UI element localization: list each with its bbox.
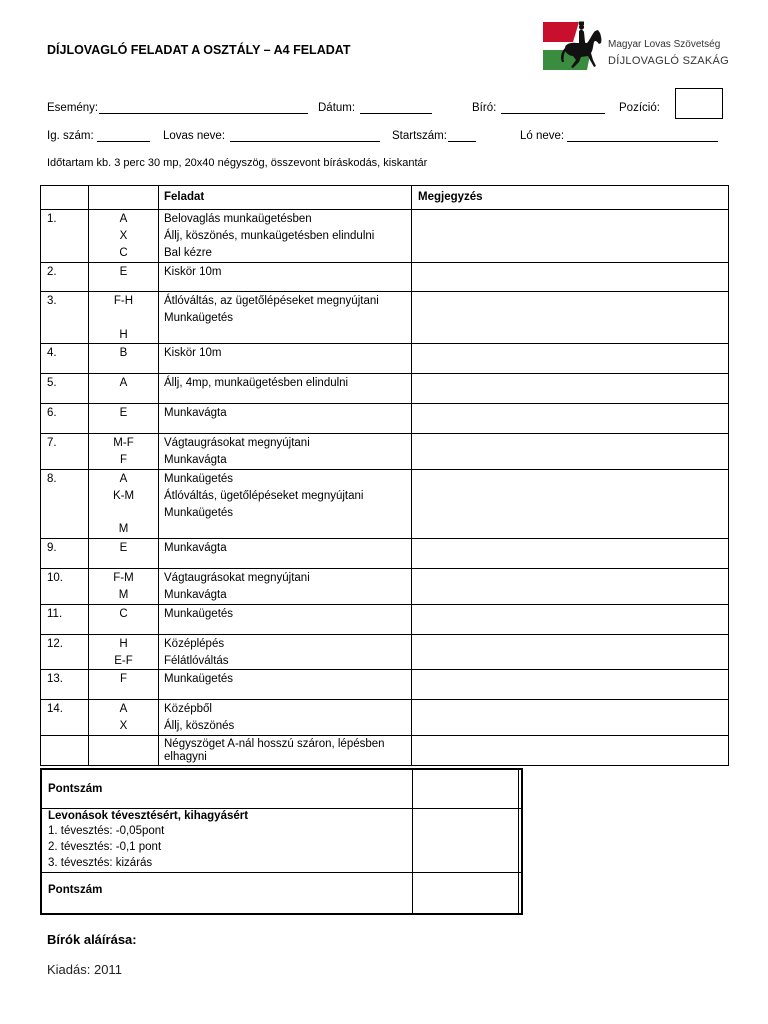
movement-task [159, 263, 412, 292]
table-row [41, 434, 729, 470]
arena-markers [89, 670, 159, 700]
task-line: Vágtaugrásokat megnyújtani [164, 572, 310, 585]
rider-name-field-line [230, 141, 380, 142]
movement-task [159, 569, 412, 605]
arena-markers [89, 344, 159, 374]
judge-field-line [501, 113, 605, 114]
rider-name-label: Lovas neve: [163, 130, 226, 142]
arena-marker: A [119, 703, 128, 716]
movement-number: 12. [41, 634, 89, 670]
arena-marker: E [119, 266, 128, 278]
task-line: Belovaglás munkaügetésben [164, 213, 312, 225]
task-line: Munkaügetés [164, 506, 234, 519]
movement-task [159, 292, 412, 344]
remarks-cell [412, 263, 729, 292]
movement-task [159, 634, 412, 670]
score-edge-cell [518, 769, 522, 808]
score-value-cell [412, 769, 518, 808]
arena-marker: B [119, 347, 128, 360]
header-number [41, 186, 89, 210]
movement-number: 7. [41, 434, 89, 470]
movement-task [159, 344, 412, 374]
spacer [89, 505, 158, 522]
position-box [675, 88, 723, 119]
arena-marker: E [119, 407, 128, 420]
task-line: Vágtaugrásokat megnyújtani [164, 437, 310, 450]
task-line: Munkavágta [164, 588, 227, 601]
task-line: Bal kézre [164, 246, 212, 259]
deduction-item: 2. tévesztés: -0,1 pont [48, 840, 162, 853]
test-table [40, 185, 729, 766]
movement-task [159, 374, 412, 404]
deduction-item: 1. tévesztés: -0,05pont [48, 825, 165, 838]
table-row [41, 292, 729, 344]
remarks-cell [412, 344, 729, 374]
table-row [41, 736, 729, 766]
table-row [41, 539, 729, 569]
logo-organization-name: Magyar Lovas Szövetség [608, 39, 721, 50]
judge-label: Bíró: [472, 102, 497, 114]
id-number-label: Ig. szám: [47, 130, 94, 142]
movement-number: 4. [41, 344, 89, 374]
task-line: Munkaügetés [164, 472, 234, 485]
header-marker [89, 186, 159, 210]
final-score-edge-cell [518, 872, 522, 914]
table-row [41, 344, 729, 374]
movement-number: 9. [41, 539, 89, 569]
task-line: Állj, köszönés [164, 720, 235, 733]
arena-markers [89, 604, 159, 634]
task-line: Munkaügetés [164, 607, 234, 620]
arena-marker: E [119, 542, 128, 555]
arena-marker: E-F [114, 654, 133, 667]
deductions-title: Levonások tévesztésért, kihagyásért [48, 809, 249, 822]
header-task: Feladat [159, 186, 412, 210]
event-label: Esemény: [47, 102, 99, 114]
movement-number [41, 736, 89, 766]
movement-task [159, 469, 412, 538]
movement-task [159, 434, 412, 470]
remarks-cell [412, 604, 729, 634]
arena-marker: A [119, 472, 128, 485]
arena-marker: M [118, 523, 129, 536]
table-row [41, 374, 729, 404]
logo-branch-name: DÍJLOVAGLÓ SZAKÁG [608, 55, 730, 67]
remarks-cell [412, 434, 729, 470]
deductions-cell [41, 808, 412, 872]
remarks-cell [412, 292, 729, 344]
duration-note: Időtartam kb. 3 perc 30 mp, 20x40 négyszög, összevont bíráskodás, kiskantár [47, 157, 428, 169]
task-line: Középből [164, 703, 212, 716]
start-number-field-line [448, 141, 476, 142]
arena-marker: F [119, 673, 128, 686]
mlsz-logo [543, 20, 605, 72]
deductions-row [41, 808, 522, 872]
remarks-cell [412, 700, 729, 736]
movement-number: 14. [41, 700, 89, 736]
movement-task [159, 539, 412, 569]
score-label: Pontszám [41, 769, 412, 808]
table-row [41, 263, 729, 292]
position-label: Pozíció: [619, 102, 660, 114]
task-line: Munkavágta [164, 454, 227, 467]
arena-markers [89, 736, 159, 766]
id-number-field-line [97, 141, 150, 142]
table-row [41, 604, 729, 634]
arena-markers [89, 374, 159, 404]
remarks-cell [412, 736, 729, 766]
arena-markers [89, 292, 159, 344]
remarks-cell [412, 374, 729, 404]
deductions-edge-cell [518, 808, 522, 872]
final-score-row [41, 872, 522, 914]
final-score-label: Pontszám [41, 872, 412, 914]
arena-marker: C [119, 246, 128, 259]
deductions-value-cell [412, 808, 518, 872]
spacer [89, 310, 158, 327]
movement-task: Négyszöget A-nál hosszú száron, lépésben elhagyni [159, 736, 412, 766]
movement-number: 6. [41, 404, 89, 434]
movement-number: 5. [41, 374, 89, 404]
task-line: Félátlóváltás [164, 654, 229, 667]
arena-markers [89, 263, 159, 292]
arena-marker: A [119, 213, 128, 225]
movement-number: 13. [41, 670, 89, 700]
arena-markers [89, 404, 159, 434]
table-row [41, 404, 729, 434]
movement-number: 1. [41, 210, 89, 263]
arena-marker: X [119, 720, 128, 733]
arena-markers [89, 700, 159, 736]
table-row [41, 210, 729, 263]
final-score-value-cell [412, 872, 518, 914]
arena-marker: X [119, 229, 128, 242]
movement-number: 2. [41, 263, 89, 292]
task-line: Kiskör 10m [164, 266, 222, 278]
arena-marker: H [119, 328, 128, 341]
task-line: Középlépés [164, 637, 225, 650]
remarks-cell [412, 210, 729, 263]
arena-marker: F-H [113, 295, 134, 307]
task-line: Munkaügetés [164, 311, 234, 324]
table-row [41, 469, 729, 538]
horse-name-label: Ló neve: [520, 130, 565, 142]
arena-markers [89, 210, 159, 263]
remarks-cell [412, 404, 729, 434]
movement-task [159, 700, 412, 736]
table-header-row [41, 186, 729, 210]
remarks-cell [412, 569, 729, 605]
page-title: DÍJLOVAGLÓ FELADAT A OSZTÁLY – A4 FELADAT [47, 43, 351, 57]
arena-marker: M-F [113, 437, 134, 450]
movement-number: 3. [41, 292, 89, 344]
event-field-line [99, 113, 308, 114]
arena-marker: H [119, 637, 128, 650]
movement-task [159, 210, 412, 263]
task-line: Állj, 4mp, munkaügetésben elindulni [164, 377, 349, 390]
movement-task [159, 670, 412, 700]
score-table [40, 768, 523, 915]
arena-marker: M [118, 588, 129, 601]
arena-marker: C [119, 607, 128, 620]
date-field-line [360, 113, 432, 114]
task-line: Állj, köszönés, munkaügetésben elindulni [164, 229, 375, 242]
date-label: Dátum: [318, 102, 356, 114]
score-row [41, 769, 522, 808]
task-line: Kiskör 10m [164, 347, 222, 360]
task-line: Munkavágta [164, 542, 227, 555]
task-line: Átlóváltás, ügetőlépéseket megnyújtani [164, 489, 364, 502]
arena-marker: A [119, 377, 128, 390]
arena-markers [89, 434, 159, 470]
movement-task [159, 604, 412, 634]
arena-markers [89, 539, 159, 569]
movement-number: 8. [41, 469, 89, 538]
table-row [41, 700, 729, 736]
task-line: Átlóváltás, az ügetőlépéseket megnyújtani [164, 295, 379, 307]
remarks-cell [412, 539, 729, 569]
flag-red-band [543, 22, 579, 42]
arena-markers [89, 634, 159, 670]
movement-number: 10. [41, 569, 89, 605]
arena-marker: K-M [112, 489, 135, 502]
task-line: Munkaügetés [164, 673, 234, 686]
table-row [41, 670, 729, 700]
task-line: Munkavágta [164, 407, 227, 420]
judges-signature-label: Bírók aláírása: [47, 932, 137, 947]
remarks-cell [412, 634, 729, 670]
arena-markers [89, 469, 159, 538]
table-row [41, 569, 729, 605]
movement-number: 11. [41, 604, 89, 634]
table-row [41, 634, 729, 670]
deduction-item: 3. tévesztés: kizárás [48, 856, 153, 869]
horse-name-field-line [567, 141, 718, 142]
remarks-cell [412, 670, 729, 700]
arena-marker: F-M [113, 572, 134, 585]
edition-label: Kiadás: 2011 [47, 962, 122, 977]
remarks-cell [412, 469, 729, 538]
movement-task [159, 404, 412, 434]
arena-markers [89, 569, 159, 605]
header-remarks: Megjegyzés [412, 186, 729, 210]
start-number-label: Startszám: [392, 130, 447, 142]
arena-marker: F [119, 454, 128, 467]
